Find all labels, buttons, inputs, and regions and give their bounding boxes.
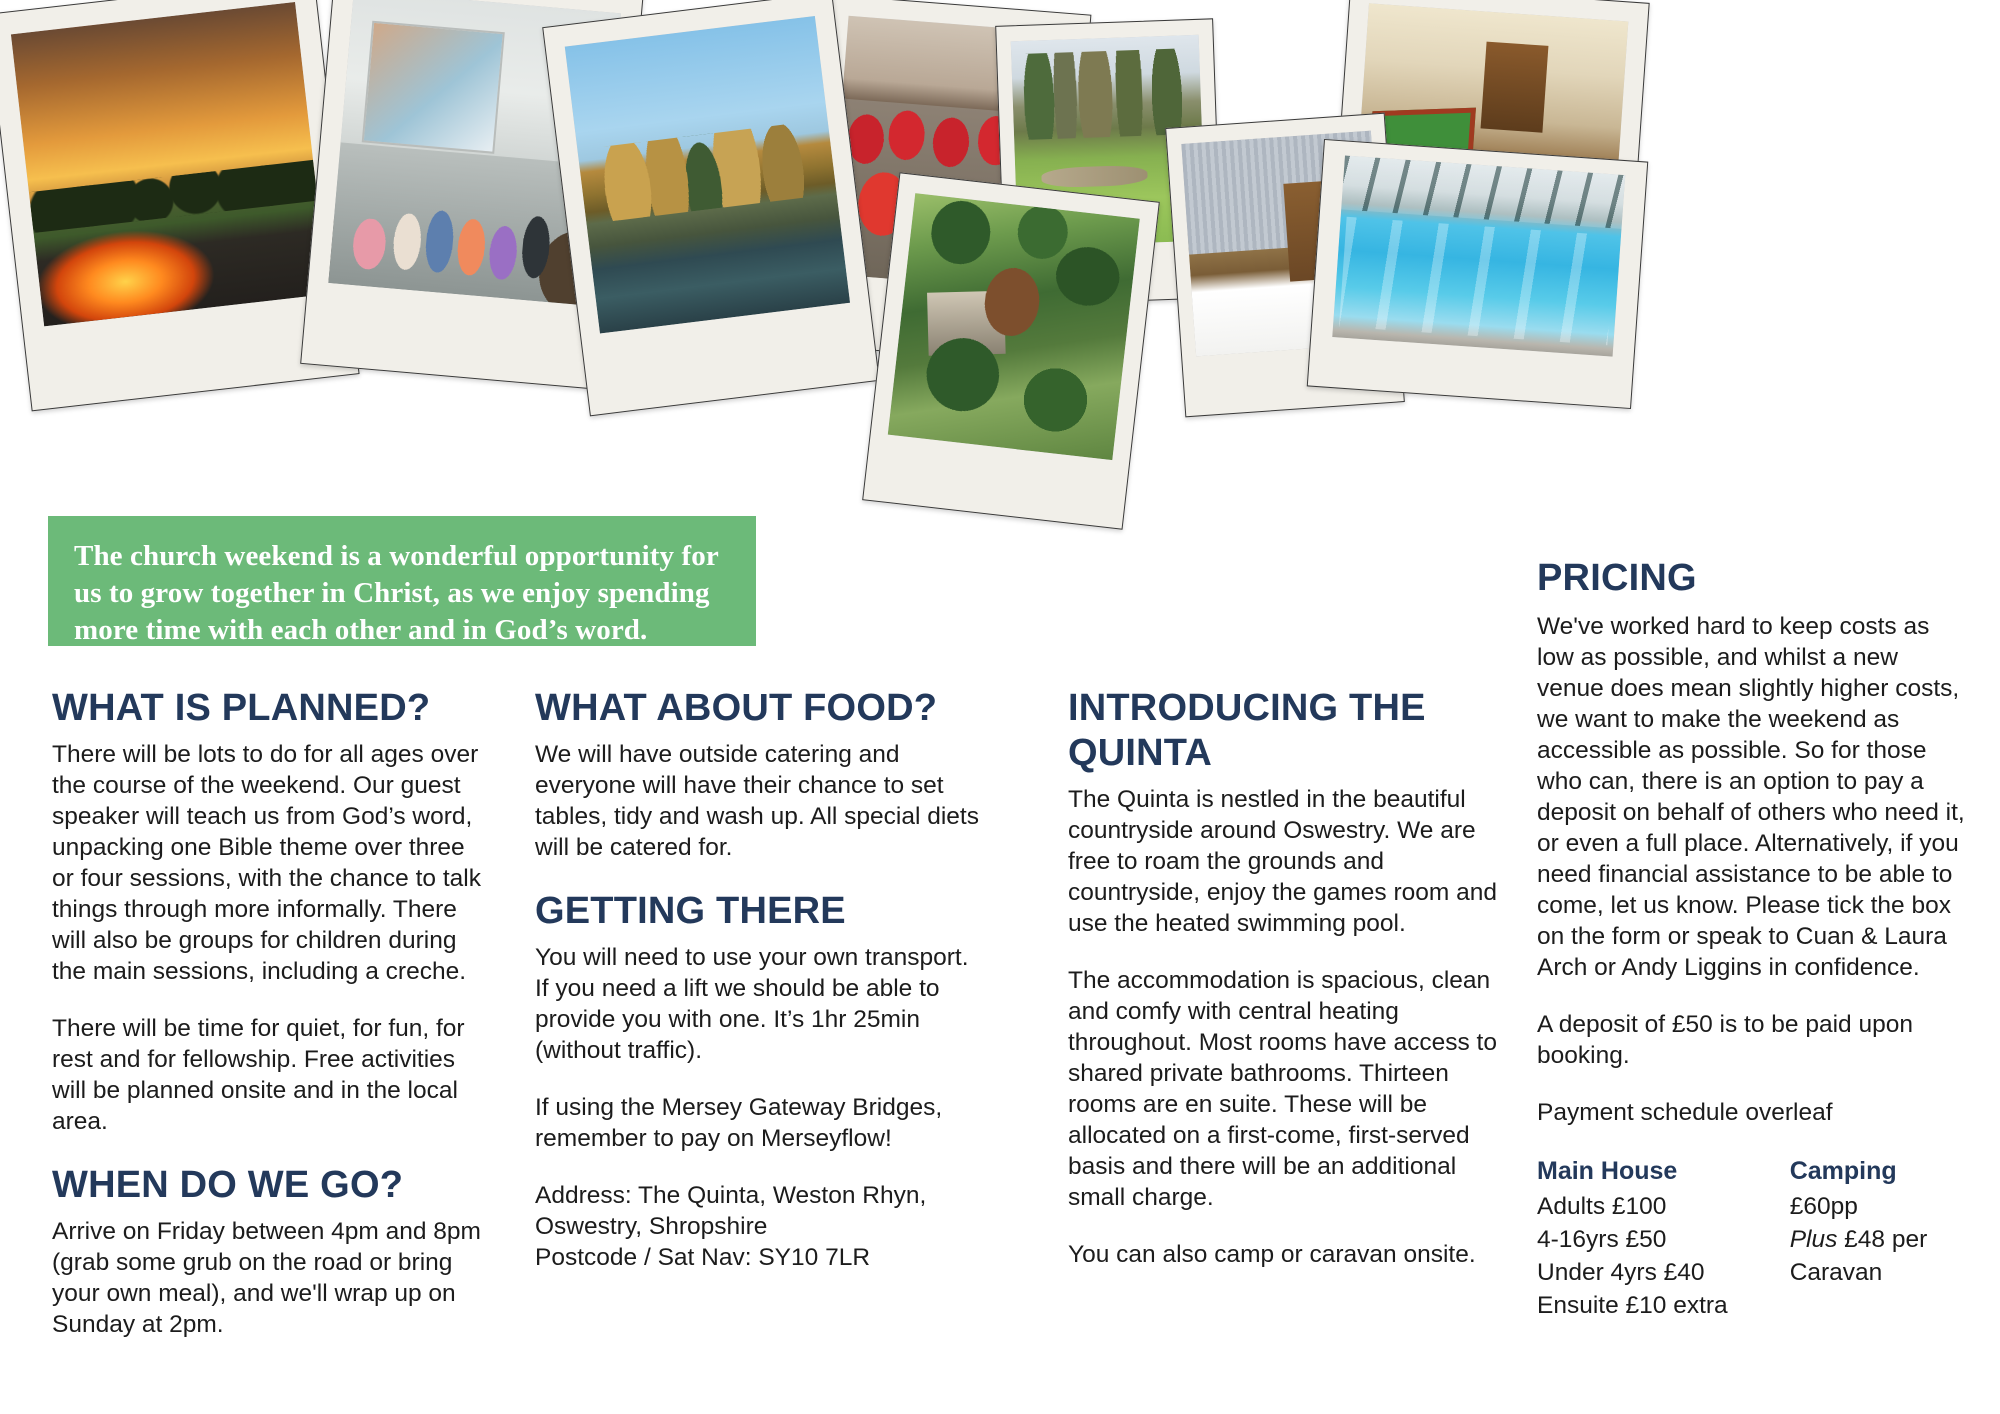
address-line-1: Address: The Quinta, Weston Rhyn, [535,1182,927,1209]
aerial-quinta-house-image [888,193,1140,460]
text-what-about-food-1: We will have outside catering and everyone will have their chance to set tables, tidy and wash up. All special diets will be catered for. [535,741,979,861]
pricing-camping-row-rest: £48 per [1837,1226,1928,1253]
pricing-camping-plus-label: Plus [1789,1226,1838,1253]
heading-pricing: PRICING [1537,557,1697,599]
pricing-camping-row: £60pp [1789,1193,1858,1220]
intro-banner-text: The church weekend is a wonderful opportunity for us to grow together in Christ, as we enjoy spending more time with each other and in God’s word. [74,540,719,646]
swimming-pool-image [1332,155,1625,356]
column-food-and-travel [535,686,985,1273]
text-what-is-planned-2: There will be time for quiet, for fun, for rest and for fellowship. Free activities will be planned onsite and in the local area. [52,1015,465,1135]
pricing-main-house-row: Under 4yrs £40 [1537,1259,1705,1286]
heading-what-is-planned: WHAT IS PLANNED? [52,687,431,729]
pricing-camping-row [1790,1223,1965,1256]
pricing-main-house-row: Ensuite £10 extra [1537,1292,1728,1319]
text-getting-there-2: If using the Mersey Gateway Bridges, remember to pay on Merseyflow! [535,1094,943,1152]
text-pricing-1: We've worked hard to keep costs as low as possible, and whilst a new venue does mean slightly higher costs, we want to make the weekend as accessible as possible. So for those who can, there is an option to pay a deposit on behalf of others who need it, or even a full place. Alternatively, if you need financial assistance to be able to come, let us know. Please tick the box on the form or speak to Cuan & Laura Arch or Andy Liggins in confidence. [1537,613,1965,981]
address-line-3: Postcode / Sat Nav: SY10 7LR [535,1244,871,1271]
swimming-pool-photo [1307,139,1649,409]
column-what-is-planned [52,686,492,1340]
lake-autumn-trees-photo [542,0,880,416]
text-quinta-2: The accommodation is spacious, clean and comfy with central heating throughout. Most rooms have access to shared private bathrooms. Thirteen rooms are en suite. These will be allocated on a first-come, first-served basis and there will be an additional small charge. [1068,967,1497,1211]
bonfire-gathering-image [11,2,328,327]
pricing-main-house-title: Main House [1537,1157,1678,1185]
pricing-table-main-house [1537,1154,1728,1322]
pricing-camping-row: Caravan [1789,1259,1883,1286]
pricing-camping-title: Camping [1789,1157,1897,1185]
text-quinta-1: The Quinta is nestled in the beautiful countryside around Oswestry. We are free to roam the grounds and countryside, enjoy the games room and use the heated swimming pool. [1068,786,1497,937]
column-introducing-the-quinta [1068,686,1508,1270]
heading-getting-there: GETTING THERE [535,890,846,932]
text-when-do-we-go-1: Arrive on Friday between 4pm and 8pm (grab some grub on the road or bring your own meal), and we'll wrap up on Sunday at 2pm. [52,1218,481,1338]
text-pricing-deposit: A deposit of £50 is to be paid upon booking. [1537,1011,1913,1069]
heading-what-about-food: WHAT ABOUT FOOD? [535,687,938,729]
pricing-tables [1537,1154,1967,1322]
address-line-2: Oswestry, Shropshire [535,1213,768,1240]
text-pricing-schedule: Payment schedule overleaf [1537,1099,1833,1126]
text-quinta-3: You can also camp or caravan onsite. [1068,1241,1476,1268]
intro-banner [48,516,756,646]
heading-when-do-we-go: WHEN DO WE GO? [52,1164,404,1206]
aerial-quinta-house-photo [862,172,1160,530]
pricing-main-house-row: Adults £100 [1537,1193,1667,1220]
column-pricing [1537,556,1967,1322]
lake-autumn-trees-image [565,16,851,333]
text-getting-there-1: You will need to use your own transport. If you need a lift we should be able to provide you with one. It’s 1hr 25min (without traffic). [535,944,969,1064]
heading-introducing-the-quinta: INTRODUCING THE QUINTA [1068,687,1426,774]
text-what-is-planned-1: There will be lots to do for all ages over the course of the weekend. Our guest speaker will teach us from God’s word, unpacking one Bible theme over three or four sessions, with the chance to talk things through more informally. There will also be groups for children during the main sessions, including a creche. [52,741,481,985]
pricing-table-camping [1790,1154,1965,1322]
pricing-main-house-row: 4-16yrs £50 [1537,1226,1667,1253]
